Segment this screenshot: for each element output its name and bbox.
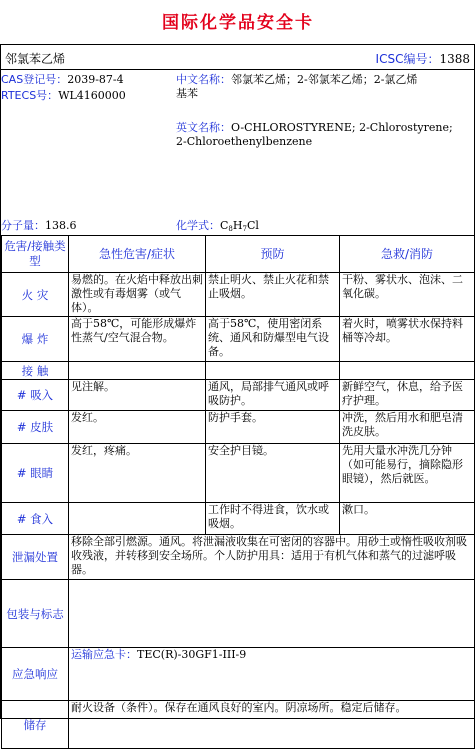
en-name-line1: O-CHLOROSTYRENE; 2-Chlorostyrene; [231,121,453,134]
icsc-label: ICSC编号： [375,52,440,66]
table-header-row [2,236,475,273]
icsc-number [376,50,470,67]
row-label-fire: 火 灾 [2,273,69,317]
emergency-value: TEC(R)-30GF1-III-9 [137,648,247,661]
table-row [2,580,475,648]
row-label-contact: 接 触 [2,362,69,380]
icsc-value: 1388 [439,52,470,66]
formula-h: H [232,219,243,232]
table-row [2,535,475,580]
mw-label: 分子量： [1,219,45,232]
en-name-line2: 2-Chloroethenylbenzene [176,135,313,148]
ingestion-hazard [69,503,206,535]
mw-value: 138.6 [45,219,77,232]
inhalation-aid: 新鲜空气，休息，给予医疗护理。 [340,380,475,411]
explosion-prevention: 高于58℃，使用密闭系统、通风和防爆型电气设备。 [206,317,340,362]
table-row [2,503,475,535]
row-label-eyes: # 眼睛 [2,444,69,503]
formula-label: 化学式： [176,219,220,232]
header-aid: 急救/消防 [340,236,475,273]
eyes-hazard: 发红，疼痛。 [69,444,206,503]
header-prevention: 预防 [206,236,340,273]
table-row [2,273,475,317]
skin-prevention: 防护手套。 [206,411,340,444]
row-label-packaging: 包装与标志 [2,580,69,648]
card-title: 国际化学品安全卡 [162,13,314,33]
contact-prevention [206,362,340,380]
card-header [1,45,474,70]
row-label-skin: # 皮肤 [2,411,69,444]
row-label-spill: 泄漏处置 [2,535,69,580]
cn-name-label: 中文名称： [176,73,231,86]
header-type: 危害/接触类型 [2,236,69,273]
table-row [2,317,475,362]
table-row [2,701,475,749]
chemical-name: 邻氯苯乙烯 [5,52,66,66]
cn-name-line1: 邻氯苯乙烯；2-邻氯苯乙烯；2-氯乙烯 [231,73,418,86]
rtecs-number [1,89,126,103]
ingestion-prevention: 工作时不得进食，饮水或吸烟。 [206,503,340,535]
cn-name-line2: 基苯 [176,87,198,100]
identification-block [1,69,474,236]
explosion-hazard: 高于58℃，可能形成爆炸性蒸气/空气混合物。 [69,317,206,362]
header-hazard: 急性危害/症状 [69,236,206,273]
table-row [2,362,475,380]
eyes-aid: 先用大量水冲洗几分钟（如可能易行，摘除隐形眼镜），然后就医。 [340,444,475,503]
formula-c: C [220,219,229,232]
skin-hazard: 发红。 [69,411,206,444]
contact-hazard [69,362,206,380]
formula-h-count: 7 [242,225,247,233]
rtecs-value: WL4160000 [58,89,126,102]
inhalation-hazard: 见注解。 [69,380,206,411]
english-name [176,121,472,149]
molecular-weight [1,219,77,233]
cas-label: CAS登记号： [1,73,68,86]
safety-card [0,44,475,732]
ingestion-aid: 漱口。 [340,503,475,535]
row-label-storage: 储存 [2,701,69,749]
formula-c-count: 8 [228,225,233,233]
row-label-emergency: 应急响应 [2,648,69,701]
contact-aid [340,362,475,380]
hazard-table [1,235,475,749]
table-row [2,411,475,444]
explosion-aid: 着火时，喷雾状水保持料桶等冷却。 [340,317,475,362]
fire-aid: 干粉、雾状水、泡沫、二氧化碳。 [340,273,475,317]
row-label-inhalation: # 吸入 [2,380,69,411]
cas-number [1,73,124,87]
storage-text: 耐火设备（条件）。保存在通风良好的室内。阴凉场所。稳定后储存。 [69,701,475,749]
row-label-explosion: 爆 炸 [2,317,69,362]
row-label-ingestion: # 食入 [2,503,69,535]
table-row [2,444,475,503]
table-row [2,380,475,411]
chemical-formula [176,219,259,236]
emergency-text [69,648,475,701]
en-name-label: 英文名称： [176,121,231,134]
formula-cl: Cl [246,219,259,232]
packaging-text [69,580,475,648]
cas-value: 2039-87-4 [67,73,124,86]
fire-prevention: 禁止明火、禁止火花和禁止吸烟。 [206,273,340,317]
table-row [2,648,475,701]
fire-hazard: 易燃的。在火焰中释放出刺激性或有毒烟雾（或气体）。 [69,273,206,317]
spill-text: 移除全部引燃源。通风。将泄漏液收集在可密闭的容器中。用砂土或惰性吸收剂吸收残液，并转移到安全场所。个人防护用具：适用于有机气体和蒸气的过滤呼吸器。 [69,535,475,580]
skin-aid: 冲洗，然后用水和肥皂清洗皮肤。 [340,411,475,444]
eyes-prevention: 安全护目镜。 [206,444,340,503]
rtecs-label: RTECS号： [1,89,59,102]
emergency-prefix: 运输应急卡： [71,648,137,661]
inhalation-prevention: 通风，局部排气通风或呼吸防护。 [206,380,340,411]
chinese-name [176,73,472,101]
